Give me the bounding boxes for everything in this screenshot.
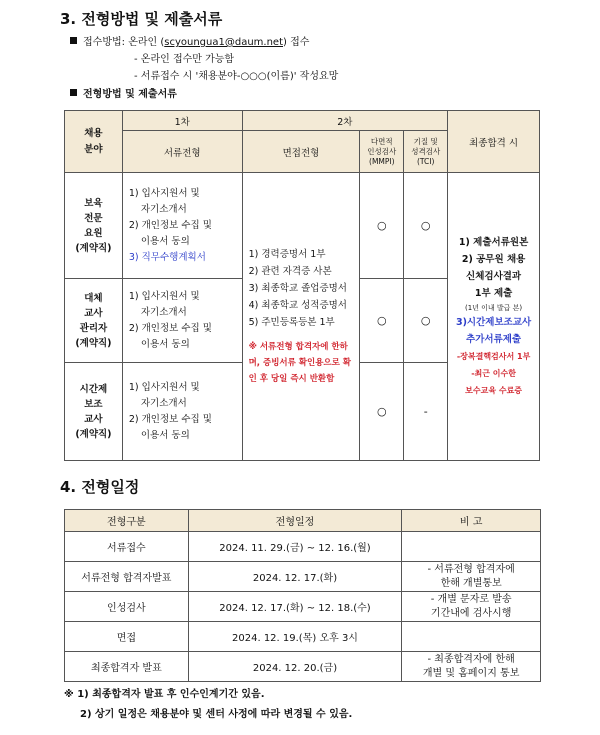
doc-line: 2) 개인정보 수집 및	[128, 413, 212, 425]
field-substitute: 대체 교사 관리자 (계약직)	[65, 279, 123, 363]
final-small-note: (1년 이내 발급 본)	[465, 304, 523, 312]
tci-substitute: ○	[404, 279, 448, 363]
doc-line: 이용서 동의	[140, 429, 190, 441]
header-docs: 서류전형	[122, 131, 242, 173]
final-red-line: -최근 이수한	[471, 369, 516, 378]
doc-line: 1) 입사지원서 및	[128, 290, 200, 302]
schedule-note	[402, 622, 541, 652]
header-interview: 면접전형	[242, 131, 360, 173]
final-blue-line: 추가서류제출	[466, 334, 522, 345]
header-round1: 1차	[122, 111, 242, 131]
schedule-date: 2024. 12. 17.(화)	[188, 562, 402, 592]
subsection-title	[70, 88, 177, 102]
final-item: 1부 제출	[474, 288, 513, 299]
doc-line: 자기소개서	[140, 306, 187, 318]
header-field: 채용 분야	[65, 111, 123, 173]
note-online-only: - 온라인 접수만 가능함	[134, 54, 235, 65]
tci-parttime: -	[404, 363, 448, 461]
doc-line: 자기소개서	[140, 203, 187, 215]
section3-title: 3. 전형방법 및 제출서류	[60, 10, 223, 28]
docs-parttime	[122, 363, 242, 461]
table-row	[65, 592, 541, 622]
final-item: 신체검사결과	[466, 271, 522, 282]
schedule-note: - 서류전형 합격자에 한해 개별통보	[402, 562, 541, 592]
schedule-date: 2024. 11. 29.(금) ~ 12. 16.(월)	[188, 532, 402, 562]
method-documents-table	[64, 110, 540, 461]
interview-docs	[242, 173, 360, 461]
schedule-stage: 인성검사	[65, 592, 189, 622]
schedule-date: 2024. 12. 20.(금)	[188, 652, 402, 682]
header-round2: 2차	[242, 111, 448, 131]
header-mmpi: 다면적 인성검사 (MMPI)	[360, 131, 404, 173]
apply-label: 접수방법: 온라인 (	[83, 37, 165, 48]
section4-title: 4. 전형일정	[60, 478, 140, 496]
table-row	[65, 622, 541, 652]
schedule-note: - 최종합격자에 한해 개별 및 홈페이지 통보	[402, 652, 541, 682]
doc-line: 1) 입사지원서 및	[128, 187, 200, 199]
schedule-header-note: 비 고	[402, 510, 541, 532]
schedule-header-stage: 전형구분	[65, 510, 189, 532]
interview-item: 4) 최종학교 성적증명서	[248, 300, 347, 311]
apply-email-link[interactable]: scyoungua1@daum.net	[164, 37, 283, 48]
table-row	[65, 652, 541, 682]
doc-line: 1) 입사지원서 및	[128, 381, 200, 393]
mmpi-childcare: ○	[360, 173, 404, 279]
tci-childcare: ○	[404, 173, 448, 279]
doc-line: 이용서 동의	[140, 338, 190, 350]
bullet-square-icon	[70, 89, 77, 96]
schedule-stage: 서류전형 합격자발표	[65, 562, 189, 592]
schedule-header-date: 전형일정	[188, 510, 402, 532]
interview-item: 3) 최종학교 졸업증명서	[248, 283, 347, 294]
schedule-stage: 면접	[65, 622, 189, 652]
interview-item: 1) 경력증명서 1부	[248, 249, 326, 260]
schedule-date: 2024. 12. 17.(화) ~ 12. 18.(수)	[188, 592, 402, 622]
doc-line: 이용서 동의	[140, 235, 190, 247]
final-red-line: 보수교육 수료증	[465, 386, 523, 395]
header-final: 최종합격 시	[448, 111, 540, 173]
final-item: 1) 제출서류원본	[458, 237, 529, 248]
table-row	[65, 532, 541, 562]
schedule-note: - 개별 문자로 발송 기간내에 검사시행	[402, 592, 541, 622]
footnote-1: ※ 1) 최종합격자 발표 후 인수인계기간 있음.	[64, 689, 265, 700]
bullet-square-icon	[70, 37, 77, 44]
final-docs	[448, 173, 540, 461]
docs-childcare	[122, 173, 242, 279]
final-red-line: -장복결핵검사서 1부	[456, 352, 531, 361]
final-blue-line: 3)시간제보조교사	[455, 317, 532, 328]
final-item: 2) 공무원 채용	[461, 254, 526, 265]
table-row	[65, 562, 541, 592]
mmpi-substitute: ○	[360, 279, 404, 363]
schedule-note	[402, 532, 541, 562]
interview-note: ※ 서류전형 합격자에 한하며, 증빙서류 확인용으로 확인 후 당일 즉시 반환함	[248, 342, 352, 384]
header-tci: 기질 및 성격검사 (TCI)	[404, 131, 448, 173]
schedule-date: 2024. 12. 19.(목) 오후 3시	[188, 622, 402, 652]
apply-method-line	[70, 36, 309, 50]
interview-item: 2) 관련 자격증 사본	[248, 266, 332, 277]
schedule-table	[64, 509, 541, 682]
mmpi-parttime: ○	[360, 363, 404, 461]
note-filename: - 서류접수 시 '채용분야-○○○(이름)' 작성요망	[134, 71, 339, 82]
doc-line: 2) 개인정보 수집 및	[128, 219, 212, 231]
schedule-stage: 서류접수	[65, 532, 189, 562]
doc-line: 자기소개서	[140, 397, 187, 409]
doc-line-plan: 3) 직무수행계획서	[128, 251, 206, 263]
subsection-title-text: 전형방법 및 제출서류	[83, 89, 177, 100]
schedule-stage: 최종합격자 발표	[65, 652, 189, 682]
footnote-2: 2) 상기 일정은 채용분야 및 센터 사정에 따라 변경될 수 있음.	[80, 709, 353, 720]
interview-item: 5) 주민등록등본 1부	[248, 317, 335, 328]
apply-suffix: ) 접수	[283, 37, 310, 48]
doc-line: 2) 개인정보 수집 및	[128, 322, 212, 334]
docs-substitute	[122, 279, 242, 363]
field-parttime: 시간제 보조 교사 (계약직)	[65, 363, 123, 461]
field-childcare: 보육 전문 요원 (계약직)	[65, 173, 123, 279]
